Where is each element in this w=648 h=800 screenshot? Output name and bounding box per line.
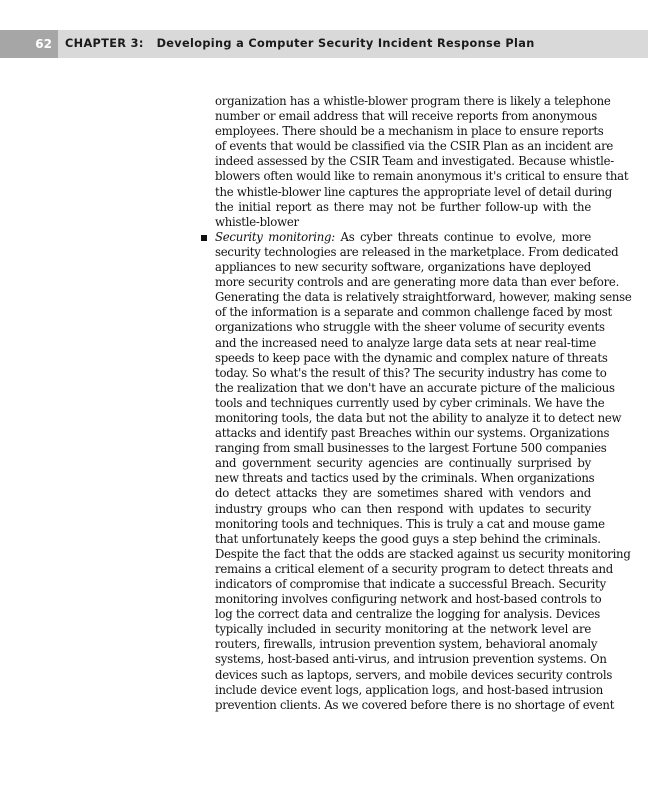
- continued-paragraph: [215, 94, 629, 230]
- text-line: organizations who struggle with the sheer volume of security events: [215, 320, 605, 335]
- text-line: number or email address that will receive reports from anonymous: [215, 109, 598, 124]
- page-number: 62: [0, 30, 58, 58]
- text-line: of events that would be classified via the CSIR Plan as an incident are: [215, 139, 614, 154]
- text-line: [215, 230, 591, 245]
- text-line: monitoring tools and techniques. This is truly a cat and mouse game: [215, 516, 605, 531]
- text-line: speeds to keep pace with the dynamic and complex nature of threats: [215, 350, 608, 365]
- chapter-title: [65, 30, 535, 58]
- text-line: ranging from small businesses to the largest Fortune 500 companies: [215, 441, 607, 456]
- text-line: security technologies are released in the marketplace. From dedicated: [215, 244, 619, 259]
- bullet-square-icon: [201, 235, 207, 241]
- text-line: Despite the fact that the odds are stacked against us security monitoring: [215, 546, 631, 561]
- bullet-first-line: As cyber threats continue to evolve, more: [334, 229, 591, 244]
- text-line: of the information is a separate and common challenge faced by most: [215, 305, 612, 320]
- bullet-label: Security monitoring:: [215, 229, 335, 244]
- text-line: typically included in security monitoring at the network level are: [215, 622, 591, 637]
- text-line: Generating the data is relatively straightforward, however, making sense: [215, 290, 632, 305]
- text-line: systems, host-based anti-virus, and intrusion prevention systems. On: [215, 652, 607, 667]
- text-line: include device event logs, application logs, and host-based intrusion: [215, 682, 604, 697]
- text-line: new threats and tactics used by the criminals. When organizations: [215, 471, 595, 486]
- text-line: the initial report as there may not be further follow-up with the: [215, 199, 591, 214]
- text-line: and the increased need to analyze large data sets at near real-time: [215, 335, 597, 350]
- chapter-name: Developing a Computer Security Incident Response Plan: [156, 37, 535, 50]
- bullet-item-security-monitoring: [215, 229, 632, 713]
- text-line: remains a critical element of a security program to detect threats and: [215, 561, 614, 576]
- text-line: the whistle-blower line captures the appropriate level of detail during: [215, 184, 613, 199]
- text-line: appliances to new security software, organizations have deployed: [215, 260, 591, 275]
- text-line: the realization that we don't have an accurate picture of the malicious: [215, 380, 615, 395]
- text-line: monitoring tools, the data but not the ability to analyze it to detect new: [215, 410, 622, 425]
- text-line: whistle-blower: [215, 214, 299, 229]
- text-line: indicators of compromise that indicate a successful Breach. Security: [215, 577, 606, 591]
- text-line: and government security agencies are continually surprised by: [215, 456, 591, 471]
- chapter-label: CHAPTER 3:: [65, 37, 144, 50]
- text-line: more security controls and are generating more data than ever before.: [215, 275, 620, 290]
- running-header: [0, 30, 648, 58]
- body-text: [215, 94, 632, 713]
- text-line: organization has a whistle-blower program there is likely a telephone: [215, 94, 611, 108]
- text-line: industry groups who can then respond with updates to security: [215, 501, 591, 516]
- text-line: today. So what's the result of this? The security industry has come to: [215, 365, 607, 380]
- text-line: blowers often would like to remain anonymous it's critical to ensure that: [215, 169, 629, 184]
- text-line: prevention clients. As we covered before there is no shortage of event: [215, 697, 615, 712]
- text-line: devices such as laptops, servers, and mobile devices security controls: [215, 667, 613, 682]
- text-line: employees. There should be a mechanism in place to ensure reports: [215, 124, 604, 139]
- text-line: indeed assessed by the CSIR Team and investigated. Because whistle-: [215, 154, 614, 169]
- text-line: routers, firewalls, intrusion prevention system, behavioral anomaly: [215, 637, 598, 652]
- text-line: tools and techniques currently used by cyber criminals. We have the: [215, 395, 605, 410]
- text-line: do detect attacks they are sometimes shared with vendors and: [215, 486, 591, 501]
- text-line: that unfortunately keeps the good guys a step behind the criminals.: [215, 531, 601, 546]
- text-line: log the correct data and centralize the logging for analysis. Devices: [215, 607, 601, 622]
- text-line: attacks and identify past Breaches within our systems. Organizations: [215, 426, 610, 441]
- text-line: monitoring involves configuring network and host-based controls to: [215, 592, 602, 607]
